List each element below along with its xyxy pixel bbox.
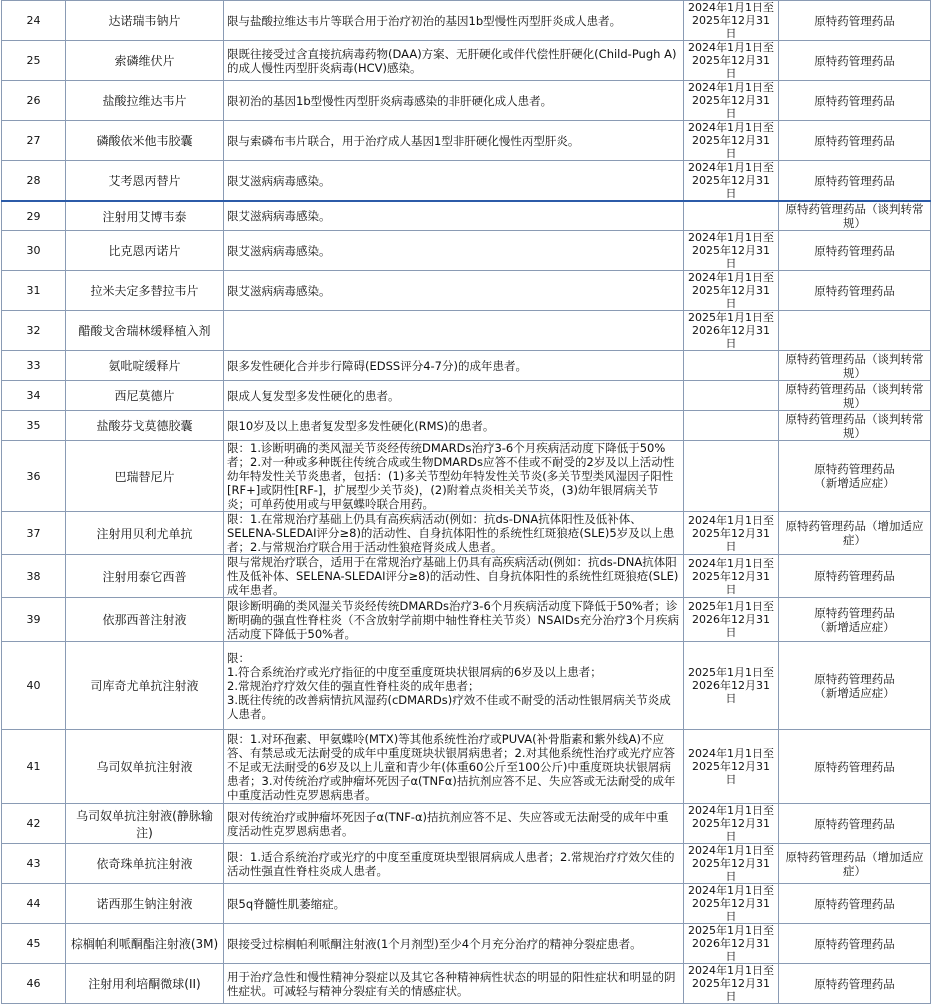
drug-name: 磷酸依米他韦胶囊 xyxy=(66,121,224,161)
row-number: 31 xyxy=(2,271,66,311)
table-row xyxy=(2,381,931,411)
table-row xyxy=(2,598,931,642)
table-row xyxy=(2,441,931,512)
restriction-text: 限接受过棕榈帕利哌酮注射液(1个月剂型)至少4个月充分治疗的精神分裂症患者。 xyxy=(224,924,684,964)
row-number: 37 xyxy=(2,512,66,555)
table-row xyxy=(2,884,931,924)
restriction-text: 限：1.对环孢素、甲氨蝶呤(MTX)等其他系统性治疗或PUVA(补骨脂素和紫外线A)不应答、有禁忌或无法耐受的成年中重度斑块状银屑病患者；2.对其他系统性治疗或光疗应答不足或无法耐受的6岁及以上儿童和青少年(体重60公斤至100公斤)中重度斑块状银屑病患者；3.对传统治疗或肿瘤坏死因子α(TNFα)拮抗剂应答不足、失应答或无法耐受的成年中重度活动性克罗恩病患者。 xyxy=(224,730,684,804)
row-number: 27 xyxy=(2,121,66,161)
drug-category: 原特药管理药品 xyxy=(779,271,931,311)
valid-period: 2024年1月1日至 2025年12月31日 xyxy=(684,161,779,202)
restriction-text: 限初治的基因1b型慢性丙型肝炎病毒感染的非肝硬化成人患者。 xyxy=(224,81,684,121)
drug-name: 盐酸拉维达韦片 xyxy=(66,81,224,121)
row-number: 36 xyxy=(2,441,66,512)
table-row xyxy=(2,844,931,884)
table-row xyxy=(2,804,931,844)
valid-period xyxy=(684,201,779,231)
drug-name: 诺西那生钠注射液 xyxy=(66,884,224,924)
drug-category: 原特药管理药品（谈判转常 规） xyxy=(779,201,931,231)
restriction-text: 限：1.诊断明确的类风湿关节炎经传统DMARDs治疗3-6个月疾病活动度下降低于50%者；2.对一种或多种既往传统合成或生物DMARDs应答不佳或不耐受的2岁及以上活动性幼年特发性关节炎患者，包括：(1)多关节型幼年特发性关节炎(多关节型类风湿因子阳性[RF+]或阴性[RF-]，扩展型少关节炎)，(2)附着点炎相关关节炎，(3)幼年银屑病关节炎；可单药使用或与甲氨蝶呤联合用药。 xyxy=(224,441,684,512)
drug-list-table xyxy=(1,0,931,1004)
valid-period: 2025年1月1日至 2026年12月31日 xyxy=(684,598,779,642)
table-row xyxy=(2,642,931,730)
drug-name: 注射用艾博韦泰 xyxy=(66,201,224,231)
row-number: 38 xyxy=(2,555,66,598)
restriction-text: 限诊断明确的类风湿关节炎经传统DMARDs治疗3-6个月疾病活动度下降低于50%者；诊断明确的强直性脊柱炎（不含放射学前期中轴性脊柱关节炎）NSAIDs充分治疗3个月疾病活动度下降低于50%者。 xyxy=(224,598,684,642)
drug-category: 原特药管理药品（谈判转常 规） xyxy=(779,351,931,381)
table-row xyxy=(2,924,931,964)
drug-category: 原特药管理药品 xyxy=(779,884,931,924)
row-number: 30 xyxy=(2,231,66,271)
restriction-text: 限与常规治疗联合，适用于在常规治疗基础上仍具有高疾病活动(例如：抗ds-DNA抗体阳性及低补体、SELENA-SLEDAI评分≥8)的活动性、自身抗体阳性的系统性红斑狼疮(SLE)成年患者。 xyxy=(224,555,684,598)
table-row xyxy=(2,1,931,41)
restriction-text: 限多发性硬化合并步行障碍(EDSS评分4-7分)的成年患者。 xyxy=(224,351,684,381)
drug-name: 西尼莫德片 xyxy=(66,381,224,411)
row-number: 43 xyxy=(2,844,66,884)
restriction-text: 限： 1.符合系统治疗或光疗指征的中度至重度斑块状银屑病的6岁及以上患者； 2.常规治疗疗效欠佳的强直性脊柱炎的成年患者； 3.既往传统的改善病情抗风湿药(cDMARDs)疗效不佳或不耐受的活动性银屑病关节炎成人患者。 xyxy=(224,642,684,730)
valid-period: 2024年1月1日至 2025年12月31日 xyxy=(684,964,779,1004)
drug-name: 拉米夫定多替拉韦片 xyxy=(66,271,224,311)
row-number: 41 xyxy=(2,730,66,804)
drug-category xyxy=(779,311,931,351)
row-number: 42 xyxy=(2,804,66,844)
valid-period: 2024年1月1日至 2025年12月31日 xyxy=(684,1,779,41)
row-number: 32 xyxy=(2,311,66,351)
table-row xyxy=(2,201,931,231)
valid-period: 2025年1月1日至 2026年12月31日 xyxy=(684,642,779,730)
row-number: 44 xyxy=(2,884,66,924)
valid-period xyxy=(684,441,779,512)
table-row xyxy=(2,311,931,351)
restriction-text: 限与盐酸拉维达韦片等联合用于治疗初治的基因1b型慢性丙型肝炎成人患者。 xyxy=(224,1,684,41)
drug-category: 原特药管理药品（增加适应 症） xyxy=(779,844,931,884)
valid-period: 2024年1月1日至 2025年12月31日 xyxy=(684,81,779,121)
drug-name: 司库奇尤单抗注射液 xyxy=(66,642,224,730)
table-row xyxy=(2,512,931,555)
drug-category: 原特药管理药品 （新增适应症） xyxy=(779,441,931,512)
restriction-text: 限5q脊髓性肌萎缩症。 xyxy=(224,884,684,924)
drug-name: 氨吡啶缓释片 xyxy=(66,351,224,381)
valid-period: 2024年1月1日至 2025年12月31日 xyxy=(684,555,779,598)
drug-category: 原特药管理药品（增加适应 症） xyxy=(779,512,931,555)
drug-category: 原特药管理药品 xyxy=(779,555,931,598)
row-number: 33 xyxy=(2,351,66,381)
valid-period: 2024年1月1日至 2025年12月31日 xyxy=(684,730,779,804)
drug-name: 盐酸芬戈莫德胶囊 xyxy=(66,411,224,441)
table-row xyxy=(2,161,931,202)
valid-period: 2024年1月1日至 2025年12月31日 xyxy=(684,41,779,81)
table-body xyxy=(2,1,931,1004)
valid-period: 2024年1月1日至 2025年12月31日 xyxy=(684,231,779,271)
drug-name: 注射用贝利尤单抗 xyxy=(66,512,224,555)
restriction-text: 限成人复发型多发性硬化的患者。 xyxy=(224,381,684,411)
drug-category: 原特药管理药品 xyxy=(779,730,931,804)
drug-name: 依那西普注射液 xyxy=(66,598,224,642)
valid-period: 2024年1月1日至 2025年12月31日 xyxy=(684,844,779,884)
drug-category: 原特药管理药品 （新增适应症） xyxy=(779,598,931,642)
drug-name: 乌司奴单抗注射液 xyxy=(66,730,224,804)
table-row xyxy=(2,555,931,598)
valid-period: 2025年1月1日至 2026年12月31日 xyxy=(684,924,779,964)
drug-name: 乌司奴单抗注射液(静脉输 注) xyxy=(66,804,224,844)
restriction-text xyxy=(224,311,684,351)
restriction-text: 限与索磷布韦片联合，用于治疗成人基因1型非肝硬化慢性丙型肝炎。 xyxy=(224,121,684,161)
restriction-text: 限艾滋病病毒感染。 xyxy=(224,201,684,231)
drug-category: 原特药管理药品 xyxy=(779,121,931,161)
table-row xyxy=(2,81,931,121)
row-number: 45 xyxy=(2,924,66,964)
drug-name: 依奇珠单抗注射液 xyxy=(66,844,224,884)
row-number: 24 xyxy=(2,1,66,41)
drug-name: 索磷维伏片 xyxy=(66,41,224,81)
row-number: 29 xyxy=(2,201,66,231)
restriction-text: 限艾滋病病毒感染。 xyxy=(224,271,684,311)
drug-category: 原特药管理药品 xyxy=(779,161,931,202)
restriction-text: 限：1.在常规治疗基础上仍具有高疾病活动(例如：抗ds-DNA抗体阳性及低补体、SELENA-SLEDAI评分≥8)的活动性、自身抗体阳性的系统性红斑狼疮(SLE)5岁及以上患者；2.与常规治疗联合用于活动性狼疮肾炎成人患者。 xyxy=(224,512,684,555)
row-number: 25 xyxy=(2,41,66,81)
restriction-text: 限对传统治疗或肿瘤坏死因子α(TNF-α)拮抗剂应答不足、失应答或无法耐受的成年中重度活动性克罗恩病患者。 xyxy=(224,804,684,844)
drug-name: 艾考恩丙替片 xyxy=(66,161,224,202)
drug-name: 比克恩丙诺片 xyxy=(66,231,224,271)
drug-name: 醋酸戈舍瑞林缓释植入剂 xyxy=(66,311,224,351)
restriction-text: 限10岁及以上患者复发型多发性硬化(RMS)的患者。 xyxy=(224,411,684,441)
restriction-text: 限艾滋病病毒感染。 xyxy=(224,161,684,202)
drug-category: 原特药管理药品 （新增适应症） xyxy=(779,642,931,730)
table-row xyxy=(2,121,931,161)
drug-category: 原特药管理药品 xyxy=(779,964,931,1004)
valid-period xyxy=(684,351,779,381)
valid-period xyxy=(684,411,779,441)
valid-period xyxy=(684,381,779,411)
table-row xyxy=(2,351,931,381)
row-number: 34 xyxy=(2,381,66,411)
row-number: 28 xyxy=(2,161,66,202)
table-row xyxy=(2,231,931,271)
drug-category: 原特药管理药品（谈判转常 规） xyxy=(779,411,931,441)
valid-period: 2024年1月1日至 2025年12月31日 xyxy=(684,804,779,844)
valid-period: 2024年1月1日至 2025年12月31日 xyxy=(684,121,779,161)
table-row xyxy=(2,730,931,804)
drug-category: 原特药管理药品（谈判转常 规） xyxy=(779,381,931,411)
row-number: 39 xyxy=(2,598,66,642)
table-row xyxy=(2,411,931,441)
restriction-text: 限既往接受过含直接抗病毒药物(DAA)方案、无肝硬化或伴代偿性肝硬化(Child-Pugh A)的成人慢性丙型肝炎病毒(HCV)感染。 xyxy=(224,41,684,81)
table-row xyxy=(2,41,931,81)
drug-category: 原特药管理药品 xyxy=(779,41,931,81)
drug-category: 原特药管理药品 xyxy=(779,924,931,964)
drug-name: 注射用泰它西普 xyxy=(66,555,224,598)
table-row xyxy=(2,271,931,311)
restriction-text: 限：1.适合系统治疗或光疗的中度至重度斑块型银屑病成人患者；2.常规治疗疗效欠佳的活动性强直性脊柱炎成人患者。 xyxy=(224,844,684,884)
table-row xyxy=(2,964,931,1004)
drug-category: 原特药管理药品 xyxy=(779,1,931,41)
drug-name: 达诺瑞韦钠片 xyxy=(66,1,224,41)
valid-period: 2024年1月1日至 2025年12月31日 xyxy=(684,512,779,555)
valid-period: 2024年1月1日至 2025年12月31日 xyxy=(684,271,779,311)
drug-name: 巴瑞替尼片 xyxy=(66,441,224,512)
row-number: 35 xyxy=(2,411,66,441)
row-number: 26 xyxy=(2,81,66,121)
drug-category: 原特药管理药品 xyxy=(779,804,931,844)
drug-name: 注射用利培酮微球(II) xyxy=(66,964,224,1004)
restriction-text: 限艾滋病病毒感染。 xyxy=(224,231,684,271)
restriction-text: 用于治疗急性和慢性精神分裂症以及其它各种精神病性状态的明显的阳性症状和明显的阴性症状。可减轻与精神分裂症有关的情感症状。 xyxy=(224,964,684,1004)
valid-period: 2025年1月1日至 2026年12月31日 xyxy=(684,311,779,351)
drug-category: 原特药管理药品 xyxy=(779,231,931,271)
drug-category: 原特药管理药品 xyxy=(779,81,931,121)
row-number: 46 xyxy=(2,964,66,1004)
valid-period: 2024年1月1日至 2025年12月31日 xyxy=(684,884,779,924)
row-number: 40 xyxy=(2,642,66,730)
drug-name: 棕榈帕利哌酮酯注射液(3M) xyxy=(66,924,224,964)
